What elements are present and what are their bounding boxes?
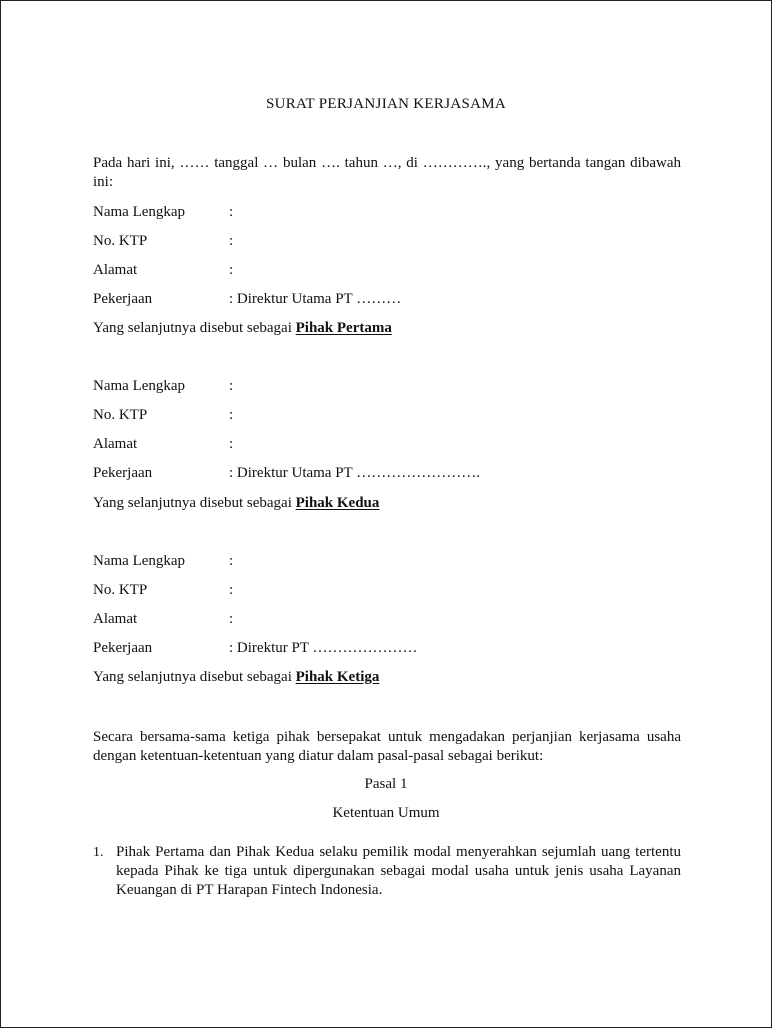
party1-ktp-row (93, 233, 233, 250)
party1-occupation-row (93, 291, 401, 308)
field-label: Pekerjaan (93, 465, 153, 481)
field-label: Nama Lengkap (93, 204, 186, 220)
field-label: Pekerjaan (93, 291, 153, 307)
field-value: : (229, 262, 234, 278)
list-item (93, 843, 681, 900)
field-label: Pekerjaan (93, 640, 153, 656)
field-value: : Direktur Utama PT ……………………. (229, 465, 480, 481)
list-item-number: 1. (93, 845, 104, 860)
field-label: No. KTP (93, 407, 148, 423)
party2-designation (93, 495, 379, 512)
party3-designation (93, 669, 379, 686)
list-item-text: Pihak Pertama dan Pihak Kedua selaku pemilik modal menyerahkan sejumlah uang tertentu kepada Pihak ke tiga untuk dipergunakan sebagai modal usaha untuk jenis usaha Layanan Keuangan di PT Harapan Fintech Indonesia. (116, 844, 681, 898)
party2-address-row (93, 436, 233, 453)
field-value: : (229, 233, 234, 249)
field-label: Alamat (93, 436, 138, 452)
field-value: : (229, 553, 234, 569)
party3-address-row (93, 611, 233, 628)
field-label: Nama Lengkap (93, 378, 186, 394)
designation-name: Pihak Ketiga (295, 669, 380, 685)
party1-designation (93, 320, 392, 337)
party1-name-row (93, 204, 233, 221)
party1-address-row (93, 262, 233, 279)
field-value: : (229, 407, 234, 423)
field-value: : (229, 582, 234, 598)
designation-name: Pihak Kedua (295, 495, 380, 511)
party3-occupation-row (93, 640, 417, 657)
agreement-paragraph: Secara bersama-sama ketiga pihak bersepakat untuk mengadakan perjanjian kerjasama usaha dengan ketentuan-ketentuan yang diatur dalam pasal-pasal sebagai berikut: (93, 729, 681, 764)
designation-prefix: Yang selanjutnya disebut sebagai (93, 495, 292, 511)
party2-name-row (93, 378, 233, 395)
intro-paragraph: Pada hari ini, …… tanggal … bulan …. tahun …, di …………., yang bertanda tangan dibawah ini: (93, 155, 681, 190)
field-label: No. KTP (93, 233, 148, 249)
party2-occupation-row (93, 465, 480, 482)
designation-prefix: Yang selanjutnya disebut sebagai (93, 669, 292, 685)
field-value: : Direktur Utama PT ……… (229, 291, 402, 307)
field-label: No. KTP (93, 582, 148, 598)
party3-name-row (93, 553, 233, 570)
party3-ktp-row (93, 582, 233, 599)
pasal-number: Pasal 1 (364, 776, 408, 792)
document-title: SURAT PERJANJIAN KERJASAMA (265, 96, 507, 112)
field-value: : (229, 436, 234, 452)
field-label: Alamat (93, 611, 138, 627)
pasal-heading: Ketentuan Umum (332, 805, 440, 821)
party2-ktp-row (93, 407, 233, 424)
field-label: Alamat (93, 262, 138, 278)
field-label: Nama Lengkap (93, 553, 186, 569)
field-value: : (229, 378, 234, 394)
designation-prefix: Yang selanjutnya disebut sebagai (93, 320, 292, 336)
field-value: : (229, 611, 234, 627)
field-value: : (229, 204, 234, 220)
field-value: : Direktur PT ………………… (229, 640, 418, 656)
designation-name: Pihak Pertama (295, 320, 392, 336)
